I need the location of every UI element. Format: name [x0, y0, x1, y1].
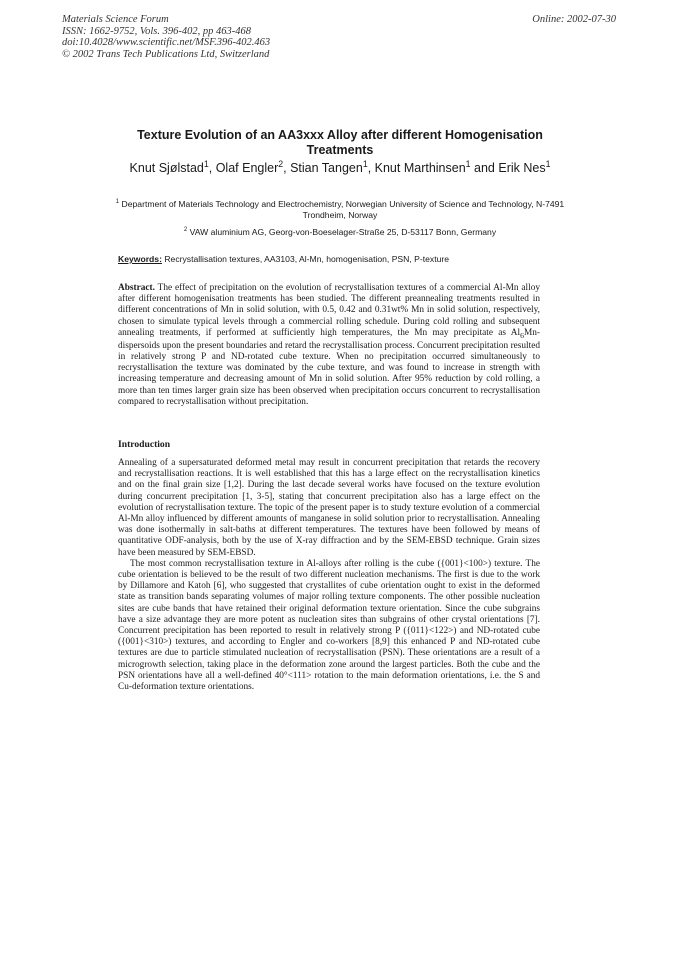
author-affiliation-mark: 1 [362, 158, 368, 169]
intro-paragraph-1: Annealing of a supersaturated deformed metal may result in concurrent precipitation that retards the recovery and recrystallisation reactions. It is well established that this has a large effect on the recrystallisation kinetics and on the final grain size [1,2]. During the last decade several works have focused on the texture evolution during concurrent precipitation [1, 3-5], stating that concurrent precipitation also has a large effect on the evolution of recrystallisation texture. The topic of the present paper is to study texture evolution of a commercial Al-Mn alloy influenced by different amounts of manganese in solid solution prior to recrystallisation. Annealing was done isothermally in salt-baths at different temperatures. The textures have been followed by means of quantitative ODF-analysis, both by the use of X-ray diffraction and by the SEM-EBSD technique. Grain sizes have been measured by SEM-EBSD. [118, 458, 540, 558]
affiliation-text: VAW aluminium AG, Georg-von-Boeselager-Straße 25, D-53117 Bonn, Germany [189, 227, 497, 237]
issn-line: ISSN: 1662-9752, Vols. 396-402, pp 463-468 [62, 25, 251, 37]
section-heading-introduction: Introduction [118, 439, 171, 450]
copyright-line: © 2002 Trans Tech Publications Ltd, Switzerland [62, 48, 270, 60]
affiliation-1 [110, 199, 570, 220]
author-affiliation-mark: 2 [278, 158, 284, 169]
affiliation-text: Department of Materials Technology and Electrochemistry, Norwegian University of Science and Technology, N-7491 Trondheim, Norway [121, 199, 565, 220]
author-separator: , [208, 161, 216, 175]
intro-paragraph-2: The most common recrystallisation texture in Al-alloys after rolling is the cube ({001}<100>) texture. The cube orientation is believed to be the result of two different nucleation mechanisms. The first is due to the work by Dillamore and Katoh [6], who suggested that crystallites of cube orientation ought to exist in the deformed state as transition bands separating volumes of major rolling texture components. The other possible nucleation sites are cube bands that have retained their original deformation texture orientation. Since the cube subgrains have a size advantage they are more potent as nucleation sites than subgrains of other crystal orientations [7]. Concurrent precipitation has been reported to result in relatively strong P ({011}<122>) and ND-rotated cube ({001}<310>) textures, and according to Engler and co-workers [8,9] this enhanced P and ND-rotated cube textures are due to particle stimulated nucleation of recrystallisation (PSN). These orientations are a result of a microgrowth selection, taking place in the deformation zone around the largest particles. Both the cube and the PSN orientations have all a well-defined 40°<111> rotation to the main deformation orientations, i.e. the S and Cu-deformation texture orientations. [118, 558, 540, 693]
paper-title: Texture Evolution of an AA3xxx Alloy after different Homogenisation Treatments [137, 128, 543, 157]
author-separator: and [470, 161, 499, 175]
abstract-label: Abstract. [118, 283, 155, 293]
keywords-label: Keywords: [118, 254, 162, 264]
doi-line: doi:10.4028/www.scientific.net/MSF.396-402.463 [62, 37, 271, 48]
abstract [118, 283, 540, 408]
abstract-text-part-2: Mn-dispersoids upon the present boundaries and retard the recrystallisation process. Concurrent precipitation resulted in relatively strong P and ND-rotated cube texture. When no precipitation occurred simultaneously to recrystallisation the texture was dominated by the cube texture, and was found to increase in strength with increasing temperature and decreasing amount of Mn in solid solution. After 95% reduction by cold rolling, a more than ten times larger grain size has been observed when precipitation occurs concurrent to recrystallisation compared to recrystallisation without precipitation. [118, 327, 540, 407]
author-name: Stian Tangen [290, 161, 363, 175]
keywords-line [118, 254, 578, 265]
journal-name: Materials Science Forum [62, 14, 169, 25]
author-affiliation-mark: 1 [465, 158, 471, 169]
journal-header [62, 14, 270, 60]
keywords-text: Recrystallisation textures, AA3103, Al-Mn, homogenisation, PSN, P-texture [164, 254, 450, 264]
online-date: Online: 2002-07-30 [532, 14, 616, 25]
author-affiliation-mark: 1 [545, 158, 551, 169]
affiliation-number: 1 [115, 199, 120, 206]
author-separator: , [367, 161, 375, 175]
abstract-subscript: 6 [520, 330, 524, 340]
affiliation-number: 2 [183, 227, 188, 234]
author-list [90, 158, 590, 176]
author-name: Olaf Engler [215, 161, 279, 175]
author-name: Knut Sjølstad [129, 161, 204, 175]
author-name: Erik Nes [498, 161, 546, 175]
author-name: Knut Marthinsen [374, 161, 466, 175]
author-affiliation-mark: 1 [203, 158, 209, 169]
abstract-text-part-1: The effect of precipitation on the evolution of recrystallisation textures of a commercial Al-Mn alloy after different homogenisation treatments has been studied. The different preannealing treatments resulted in different concentrations of Mn in solid solution, with 0.5, 0.42 and 0.31wt% Mn in solid solution, respectively, chosen to simulate typical levels through a commercial rolling schedule. During cold rolling and subsequent annealing treatments, if performed at sufficiently high temperatures, the Mn may precipitate as Al [118, 283, 541, 338]
author-separator: , [283, 161, 291, 175]
affiliation-2 [110, 227, 570, 238]
introduction-body [118, 458, 540, 693]
